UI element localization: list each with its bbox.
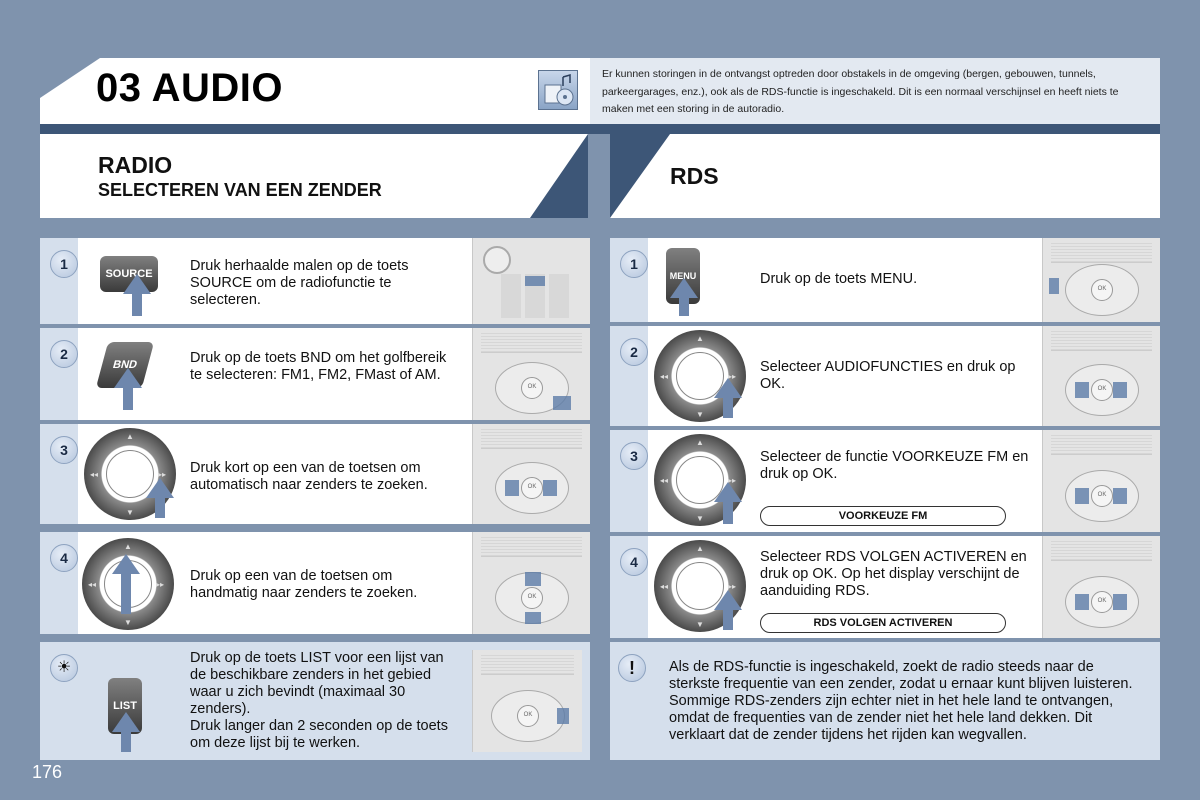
radio-panel-thumbnail: OK (472, 532, 590, 634)
step-number: 4 (620, 548, 648, 576)
press-arrow-icon (670, 278, 698, 298)
radio-step-2 (40, 328, 590, 420)
step-number: 3 (50, 436, 78, 464)
rds-step-3 (610, 430, 1160, 532)
direction-pad-icon: ▲ ▼ ◂◂ ▸▸ (82, 538, 174, 630)
direction-pad-icon: ▲ ▼ ◂◂ ▸▸ (654, 540, 746, 632)
radio-step-1 (40, 238, 590, 324)
page-number: 176 (32, 762, 63, 782)
press-arrow-icon (714, 590, 742, 610)
header-band (40, 124, 1160, 134)
press-arrow-icon (114, 368, 142, 388)
radio-panel-thumbnail: OK (472, 650, 582, 752)
source-key-icon: SOURCE (100, 256, 158, 292)
bnd-key-icon: BND (96, 342, 154, 388)
press-arrow-icon (714, 482, 742, 502)
menu-key-icon: MENU (666, 248, 700, 304)
rds-panel-thumbnail: OK (1042, 536, 1160, 638)
press-arrow-icon (714, 378, 742, 398)
press-arrow-icon (112, 712, 140, 732)
radio-panel-thumbnail: OK (472, 424, 590, 524)
direction-pad-icon: ▲ ▼ ◂◂ ▸▸ (654, 330, 746, 422)
step-text: Druk op de toets BND om het golfbereik te selecteren: FM1, FM2, FMast of AM. (190, 350, 447, 383)
step-number: 1 (50, 250, 78, 278)
step-text: Druk op de toets MENU. (760, 271, 918, 287)
radio-subtitle: SELECTEREN VAN EEN ZENDER (98, 180, 382, 200)
header-note: Er kunnen storingen in de ontvangst optreden door obstakels in de omgeving (bergen, gebouwen, tunnels, parkeergarages, enz.), ook als de RDS-functie is ingeschakeld. Dit is een normaal verschijnsel en heeft niets te maken met een storing in de autoradio. (590, 58, 1160, 124)
radio-tip-panel (40, 642, 590, 760)
radio-step-4 (40, 532, 590, 634)
step-number: 1 (620, 250, 648, 278)
direction-pad-icon: ▲ ▼ ◂◂ ▸▸ (84, 428, 176, 520)
step-text: Selecteer RDS VOLGEN ACTIVEREN en druk op OK. Op het display verschijnt de aanduiding RDS. (760, 549, 1027, 599)
radio-panel-thumbnail: OK (472, 328, 590, 420)
audio-cd-icon (538, 70, 578, 110)
list-key-icon: LIST (108, 678, 142, 734)
rds-step-1 (610, 238, 1160, 322)
step-text: Druk kort op een van de toetsen om automatisch naar zenders te zoeken. (190, 460, 428, 493)
press-arrow-icon (123, 274, 151, 294)
rds-step-2 (610, 326, 1160, 426)
step-number: 3 (620, 442, 648, 470)
warning-text: Als de RDS-functie is ingeschakeld, zoekt de radio steeds naar de sterkste frequentie van een zender, zodat u ernaar kunt blijven luisteren. Sommige RDS-zenders zijn echter niet in het hele land te ontvangen, omdat de frequenties van de zender niet het hele land dekken. Dit verklaart dat de zender tijdens het rijden kan wegvallen. (669, 659, 1133, 743)
step-number: 4 (50, 544, 78, 572)
step-text: Druk herhaalde malen op de toets SOURCE om de radiofunctie te selecteren. (190, 258, 409, 308)
step-number: 2 (50, 340, 78, 368)
rds-step-4 (610, 536, 1160, 638)
step-text: Selecteer AUDIOFUNCTIES en druk op OK. (760, 359, 1016, 392)
step-text: Druk op een van de toetsen om handmatig naar zenders te zoeken. (190, 568, 418, 601)
tip-bulb-icon: ☀ (50, 654, 78, 682)
warning-icon: ! (618, 654, 646, 682)
rds-panel-thumbnail: OK (1042, 238, 1160, 322)
tip-text: Druk op de toets LIST voor een lijst van de beschikbare zenders in het gebied waar u zich bevindt (maximaal 30 zenders). Druk langer dan 2 seconden op de toets om deze lijst bij te werken. (190, 650, 448, 751)
radio-step-3 (40, 424, 590, 524)
press-arrow-icon (112, 554, 140, 574)
rds-title: RDS (670, 163, 719, 189)
direction-pad-icon: ▲ ▼ ◂◂ ▸▸ (654, 434, 746, 526)
rds-panel-thumbnail: OK (1042, 430, 1160, 532)
press-arrow-icon (146, 478, 174, 498)
rds-panel-thumbnail: OK (1042, 326, 1160, 426)
radio-title: RADIO (98, 152, 173, 178)
step-text: Selecteer de functie VOORKEUZE FM en druk op OK. (760, 449, 1029, 482)
radio-panel-thumbnail (472, 238, 590, 324)
step-number: 2 (620, 338, 648, 366)
display-label: VOORKEUZE FM (760, 506, 1006, 526)
page-title: 03 AUDIO (96, 66, 284, 110)
display-label: RDS VOLGEN ACTIVEREN (760, 613, 1006, 633)
